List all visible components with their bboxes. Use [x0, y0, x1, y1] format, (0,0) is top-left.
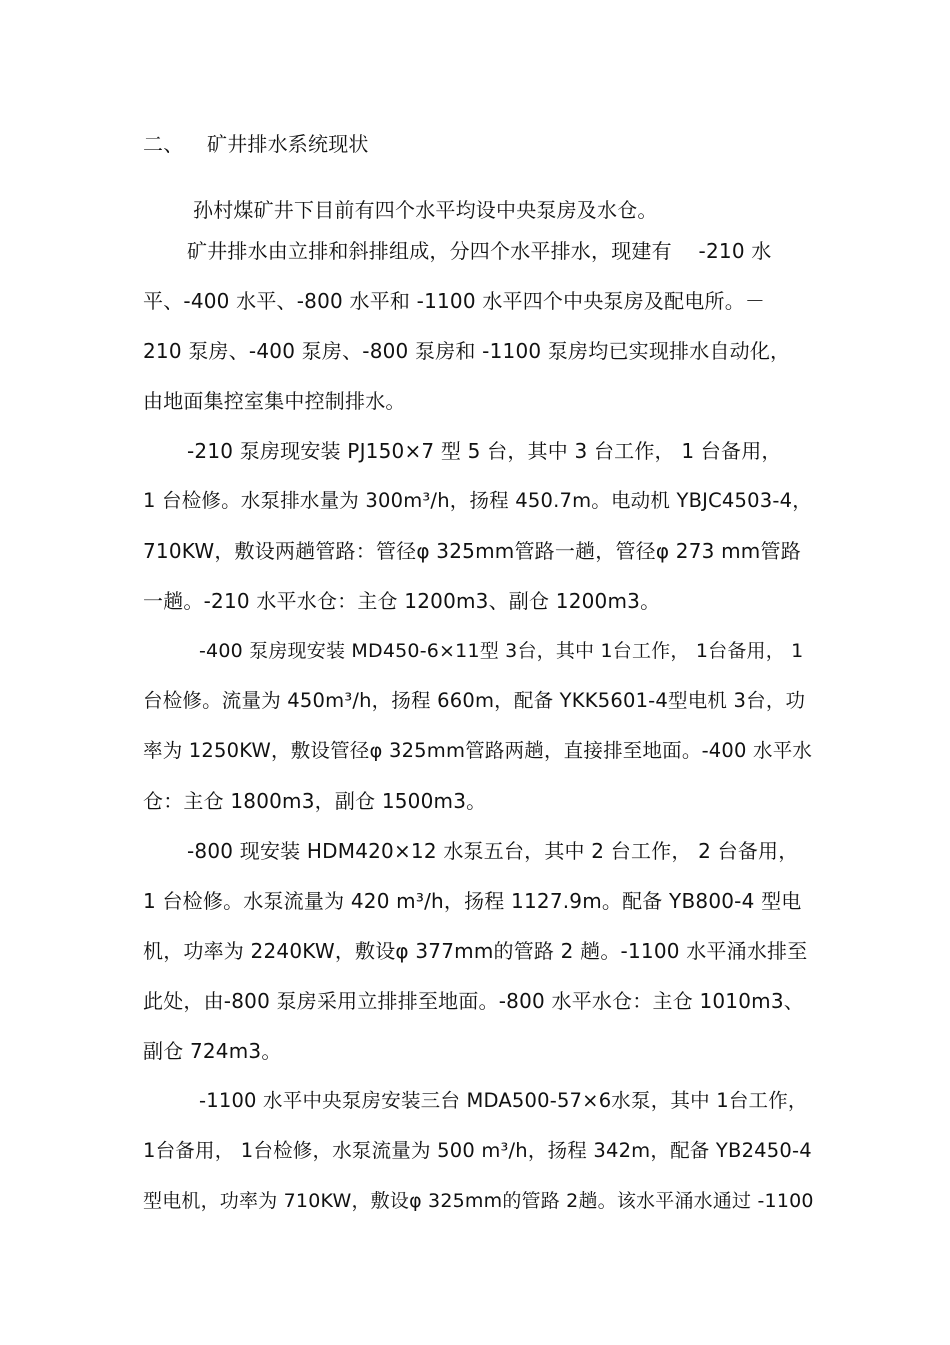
paragraph-line: 矿井排水由立排和斜排组成，分四个水平排水，现建有 -210 水	[187, 239, 772, 263]
paragraph-line: -800 现安装 HDM420×12 水泵五台，其中 2 台工作， 2 台备用，	[187, 839, 799, 863]
paragraph-line: -400 泵房现安装 MD450-6×11型 3台，其中 1台工作， 1台备用， 1	[199, 640, 804, 662]
paragraph-line: 210 泵房、-400 泵房、-800 泵房和 -1100 泵房均已实现排水自动化，	[143, 339, 791, 363]
paragraph-line: 由地面集控室集中控制排水。	[143, 389, 406, 413]
paragraph-line: -210 泵房现安装 PJ150×7 型 5 台，其中 3 台工作， 1 台备用，	[187, 439, 782, 463]
paragraph-line: 仓：主仓 1800m3，副仓 1500m3。	[143, 789, 487, 813]
paragraph-line: 率为 1250KW，敷设管径φ 325mm管路两趟，直接排至地面。-400 水平水	[143, 739, 813, 762]
paragraph-line: 机，功率为 2240KW，敷设φ 377mm的管路 2 趟。-1100 水平涌水排至	[143, 939, 808, 963]
paragraph-line: 此处，由-800 泵房采用立排排至地面。-800 水平水仓：主仓 1010m3、	[143, 989, 804, 1013]
paragraph-line: 一趟。-210 水平水仓：主仓 1200m3、副仓 1200m3。	[143, 589, 661, 613]
section-heading	[143, 130, 369, 158]
paragraph-line: 台检修。流量为 450m³/h，扬程 660m，配备 YKK5601-4型电机 3台，功	[143, 689, 806, 712]
paragraph-line: 副仓 724m3。	[143, 1039, 282, 1063]
paragraph-line: 孙村煤矿井下目前有四个水平均设中央泵房及水仓。	[193, 198, 658, 222]
paragraph-line: 1 台检修。水泵排水量为 300m³/h，扬程 450.7m。电动机 YBJC4503-4，	[143, 489, 812, 512]
section-number: 二、	[143, 132, 184, 156]
paragraph-line: 型电机，功率为 710KW，敷设φ 325mm的管路 2趟。该水平涌水通过 -1100	[143, 1190, 814, 1212]
paragraph-line: 平、-400 水平、-800 水平和 -1100 水平四个中央泵房及配电所。－	[143, 289, 766, 313]
paragraph-line: -1100 水平中央泵房安装三台 MDA500-57×6水泵，其中 1台工作，	[199, 1089, 808, 1112]
paragraph-line: 1台备用， 1台检修，水泵流量为 500 m³/h，扬程 342m，配备 YB2450-4	[143, 1139, 812, 1162]
paragraph-line: 1 台检修。水泵流量为 420 m³/h，扬程 1127.9m。配备 YB800-4 型电	[143, 889, 802, 913]
paragraph-line: 710KW，敷设两趟管路：管径φ 325mm管路一趟，管径φ 273 mm管路	[143, 539, 801, 563]
section-title: 矿井排水系统现状	[207, 132, 369, 156]
